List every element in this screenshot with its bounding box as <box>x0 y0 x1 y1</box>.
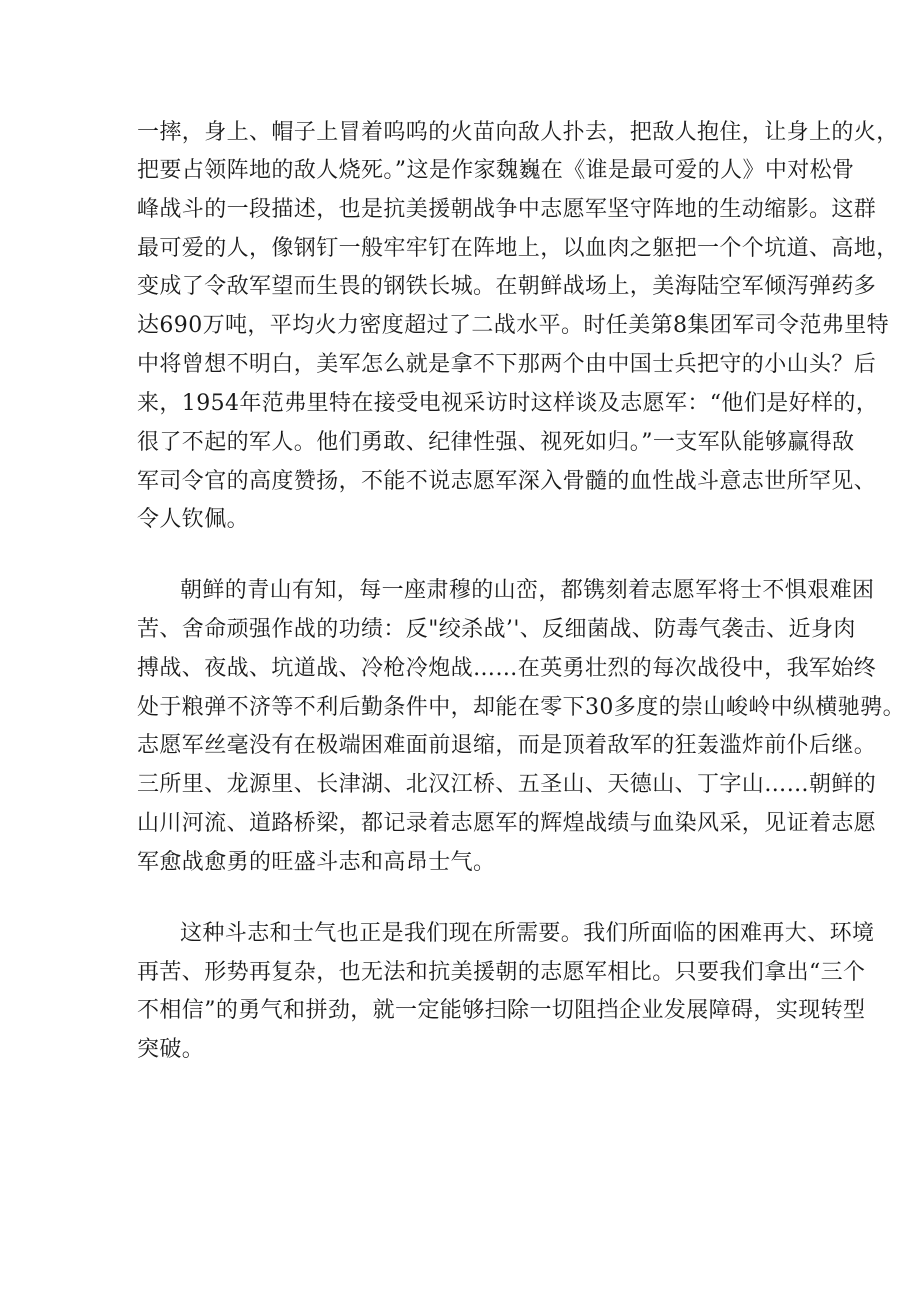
text-line: 中将曾想不明白，美军怎么就是拿不下那两个由中国士兵把守的小山头？后 <box>137 352 877 377</box>
text-line: 这种斗志和士气也正是我们现在所需要。我们所面临的困难再大、环境 <box>180 921 875 946</box>
text-line: 搏战、夜战、坑道战、冷枪冷炮战……在英勇壮烈的每次战役中，我军始终 <box>137 656 877 681</box>
text-line: 苦、舍命顽强作战的功绩：反"绞杀战’'、反细菌战、防毒气袭击、近身肉 <box>137 617 856 642</box>
text-line: 把要占领阵地的敌人烧死。”这是作家魏巍在《谁是最可爱的人》中对松骨 <box>137 158 855 183</box>
text-line: 来，1954年范弗里特在接受电视采访时这样谈及志愿军：“他们是好样的， <box>137 391 879 416</box>
text-line: 最可爱的人，像钢钉一般牢牢钉在阵地上，以血肉之躯把一个个坑道、高地， <box>137 236 899 261</box>
text-line: 峰战斗的一段描述，也是抗美援朝战争中志愿军坚守阵地的生动缩影。这群 <box>137 197 877 222</box>
text-line: 再苦、形势再复杂，也无法和抗美援朝的志愿军相比。只要我们拿出“三个 <box>137 960 866 985</box>
text-line: 一摔，身上、帽子上冒着呜呜的火苗向敌人扑去，把敌人抱住，让身上的火， <box>137 120 899 145</box>
text-line: 志愿军丝毫没有在极端困难面前退缩，而是顶着敌军的狂轰滥炸前仆后继。 <box>137 733 877 758</box>
text-line: 朝鲜的青山有知，每一座肃穆的山峦，都镌刻着志愿军将士不惧艰难困 <box>180 578 875 603</box>
text-line: 军愈战愈勇的旺盛斗志和高昂士气。 <box>137 850 496 875</box>
text-line: 不相信”的勇气和拼劲，就一定能够扫除一切阻挡企业发展障碍，实现转型 <box>137 998 866 1023</box>
text-line: 突破。 <box>137 1037 205 1062</box>
text-line: 处于粮弹不济等不利后勤条件中，却能在零下30多度的崇山峻岭中纵横驰骋。 <box>137 695 905 720</box>
text-line: 变成了令敌军望而生畏的钢铁长城。在朝鲜战场上，美海陆空军倾泻弹药多 <box>137 274 877 299</box>
text-line: 三所里、龙源里、长津湖、北汉江桥、五圣山、天德山、丁字山……朝鲜的 <box>137 772 877 797</box>
text-line: 军司令官的高度赞扬，不能不说志愿军深入骨髓的血性战斗意志世所罕见、 <box>137 469 877 494</box>
text-line: 很了不起的军人。他们勇敢、纪律性强、视死如归。”一支军队能够赢得敌 <box>137 430 855 455</box>
text-line: 山川河流、道路桥梁，都记录着志愿军的辉煌战绩与血染风采，见证着志愿 <box>137 811 877 836</box>
text-line: 令人钦佩。 <box>137 507 250 532</box>
text-line: 达690万吨，平均火力密度超过了二战水平。时任美第8集团军司令范弗里特 <box>137 313 889 338</box>
